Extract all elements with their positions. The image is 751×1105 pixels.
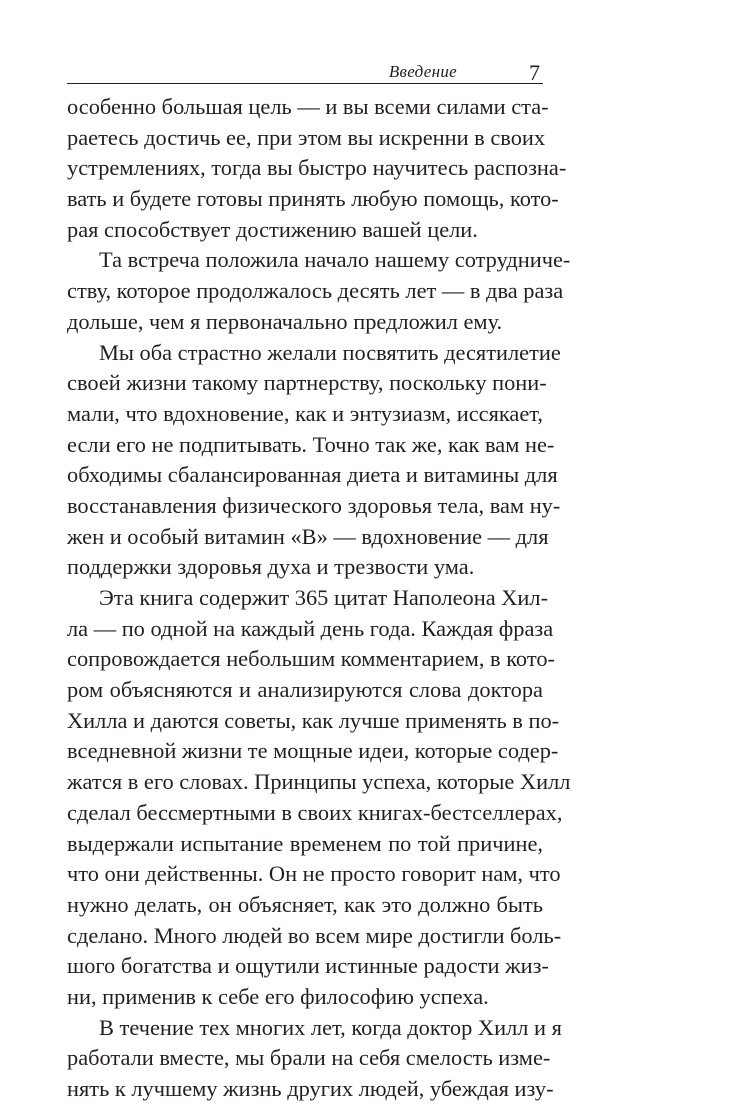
text-line: устремлениях, тогда вы быстро научитесь распозна- [67,155,567,181]
text-line: работали вместе, мы брали на себя смелость изме- [67,1045,551,1071]
text-line: ром объясняются и анализируются слова доктора [67,677,543,703]
text-line: мали, что вдохновение, как и энтузиазм, иссякает, [67,400,543,426]
text-line: особенно большая цель — и вы всеми силами ста- [67,94,549,119]
header-rule [67,83,543,84]
text-line: раетесь достичь ее, при этом вы искренни в своих [67,124,546,150]
body-text [67,92,571,1105]
text-line: вседневной жизни те мощные идеи, которые содер- [67,738,559,764]
text-line: Та встреча положила начало нашему сотрудниче- [99,247,571,273]
text-line: поддержки здоровья духа и трезвости ума. [67,554,475,580]
text-line: нять к лучшему жизнь других людей, убеждая изу- [67,1076,554,1101]
text-line: ству, которое продолжалось десять лет — в два раза [67,278,564,304]
text-line: ла — по одной на каждый день года. Каждая фраза [67,615,554,641]
text-line: шого богатства и ощутили истинные радости жиз- [67,953,549,979]
text-line: обходимы сбалансированная диета и витамины для [67,462,558,488]
text-line: восстанавления физического здоровья тела, вам ну- [67,492,561,518]
text-line: жатся в его словах. Принципы успеха, которые Хилл [67,769,571,795]
text-line: ни, применив к себе его философию успеха. [67,983,489,1009]
text-line: Хилла и даются советы, как лучше применять в по- [67,707,560,733]
section-title: Введение [388,62,457,81]
text-line: дольше, чем я первоначально предложил ему. [67,308,503,334]
text-line: что они действенны. Он не просто говорит нам, что [67,861,561,887]
text-line: своей жизни такому партнерству, поскольку пони- [67,370,547,396]
text-line: нужно делать, он объясняет, как это должно быть [67,891,543,917]
text-line: сделано. Много людей во всем мире достигли боль- [67,922,562,948]
text-line: выдержали испытание временем по той причине, [67,830,543,856]
running-head [67,60,543,84]
text-line: Мы оба страстно желали посвятить десятилетие [99,339,561,365]
text-line: вать и будете готовы принять любую помощь, кото- [67,186,559,212]
text-line: В течение тех многих лет, когда доктор Хилл и я [99,1014,562,1040]
text-line: если его не подпитывать. Точно так же, как вам не- [67,431,555,457]
text-line: сделал бессмертными в своих книгах-бестселлерах, [67,799,563,825]
text-line: рая способствует достижению вашей цели. [67,216,478,242]
text-line: сопровождается небольшим комментарием, в кото- [67,646,555,672]
text-line: Эта книга содержит 365 цитат Наполеона Хил- [99,585,549,610]
page-number: 7 [529,60,540,85]
text-line: жен и особый витамин «В» — вдохновение — для [67,523,549,549]
